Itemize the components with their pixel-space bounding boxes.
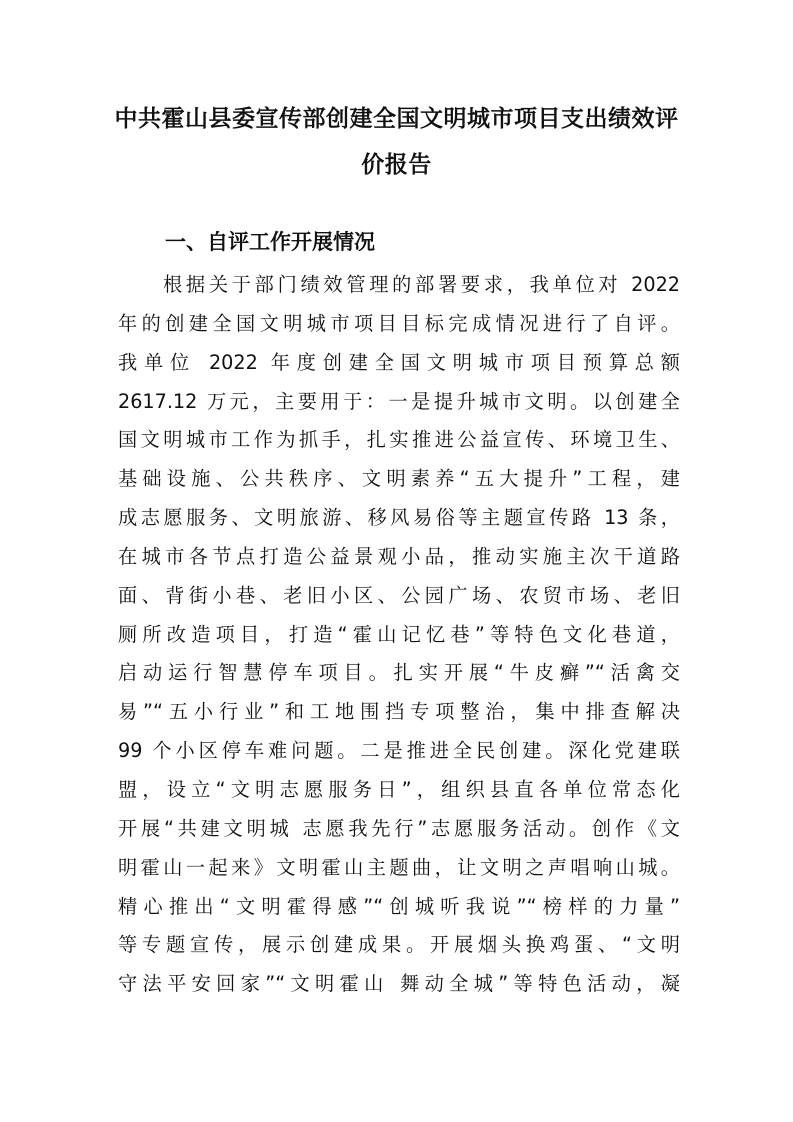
body-line: 基础设施、公共秩序、文明素养“五大提升”工程，建	[118, 467, 680, 491]
body-line: 厕所改造项目，打造“霍山记忆巷”等特色文化巷道，	[118, 622, 680, 646]
body-line: 成志愿服务、文明旅游、移风易俗等主题宣传路 13 条，	[118, 506, 680, 530]
body-line: 易”“五小行业”和工地围挡专项整治，集中排查解决	[118, 700, 680, 724]
body-line: 启动运行智慧停车项目。扎实开展“牛皮癣”“活禽交	[118, 661, 680, 685]
body-line: 守法平安回家”“文明霍山 舞动全城”等特色活动，凝	[118, 972, 680, 996]
body-line: 明霍山一起来》文明霍山主题曲，让文明之声唱响山城。	[118, 855, 680, 879]
body-line: 根据关于部门绩效管理的部署要求，我单位对 2022	[163, 273, 680, 296]
body-line: 2617.12 万元，主要用于：一是提升城市文明。以创建全	[118, 389, 680, 413]
body-line: 盟，设立“文明志愿服务日”，组织县直各单位常态化	[118, 777, 680, 801]
body-line: 开展“共建文明城 志愿我先行”志愿服务活动。创作《文	[118, 816, 680, 840]
body-line: 在城市各节点打造公益景观小品，推动实施主次干道路	[118, 544, 680, 568]
document-title	[110, 96, 683, 188]
body-line: 精心推出“文明霍得感”“创城听我说”“榜样的力量”	[118, 894, 680, 918]
body-line: 国文明城市工作为抓手，扎实推进公益宣传、环境卫生、	[118, 428, 680, 452]
body-line: 面、背街小巷、老旧小区、公园广场、农贸市场、老旧	[118, 583, 680, 607]
body-line: 年的创建全国文明城市项目目标完成情况进行了自评。	[118, 311, 680, 335]
body-line: 99 个小区停车难问题。二是推进全民创建。深化党建联	[118, 739, 680, 763]
body-line: 等专题宣传，展示创建成果。开展烟头换鸡蛋、“文明	[118, 933, 680, 957]
section-heading: 一、自评工作开展情况	[165, 229, 375, 254]
body-line: 我单位 2022 年度创建全国文明城市项目预算总额	[118, 350, 680, 374]
title-line-2: 价报告	[361, 151, 432, 178]
title-line-1: 中共霍山县委宣传部创建全国文明城市项目支出绩效评	[114, 105, 679, 132]
body-paragraph	[118, 266, 680, 1004]
